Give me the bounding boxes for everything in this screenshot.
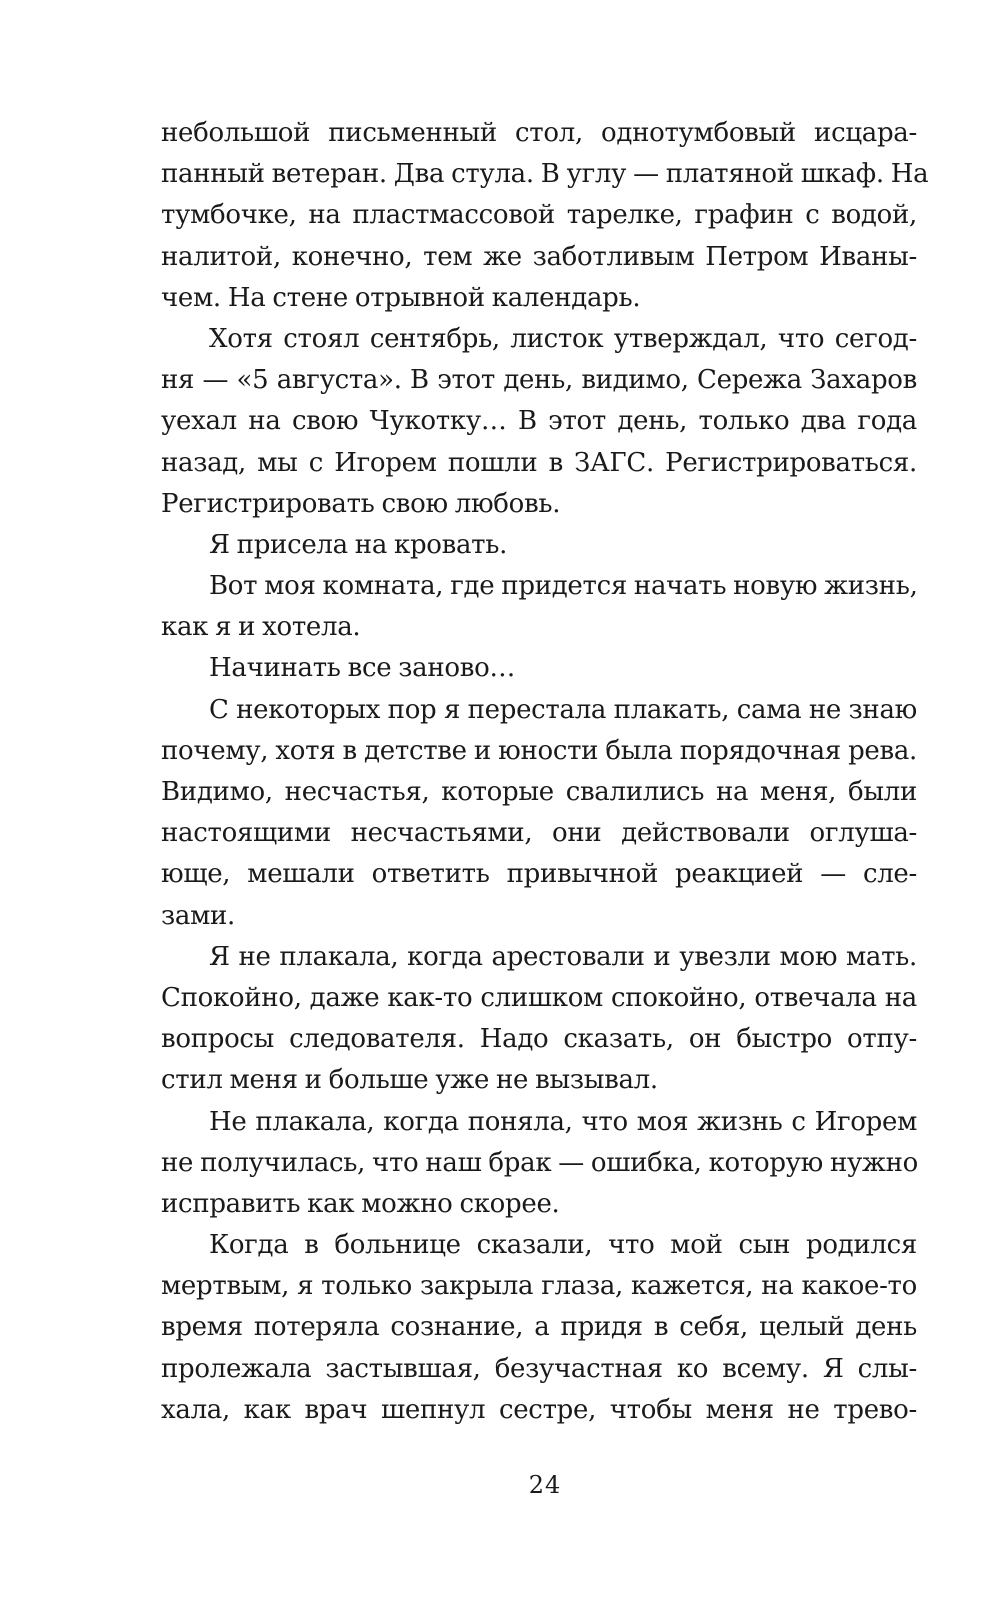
text-line: назад, мы с Игорем пошли в ЗАГС. Регистрироваться. xyxy=(161,447,917,478)
text-line: С некоторых пор я перестала плакать, сама не знаю xyxy=(209,694,917,725)
text-line: Видимо, несчастья, которые свалились на меня, были xyxy=(161,777,917,807)
body-text xyxy=(161,113,929,1431)
text-line: налитой, конечно, тем же заботливым Петром Иваны- xyxy=(161,241,917,272)
text-line: чем. На стене отрывной календарь. xyxy=(161,282,641,313)
text-line: вопросы следователя. Надо сказать, он быстро отпу- xyxy=(161,1024,917,1055)
text-line: настоящими несчастьями, они действовали оглуша- xyxy=(161,818,917,849)
text-line: Не плакала, когда поняла, что моя жизнь с Игорем xyxy=(209,1106,917,1137)
text-line: не получилась, что наш брак — ошибка, которую нужно xyxy=(161,1147,918,1178)
text-line: тумбочке, на пластмассовой тарелке, графин с водой, xyxy=(161,200,917,231)
text-line: Спокойно, даже как-то слишком спокойно, отвечала на xyxy=(161,982,917,1013)
text-line: Регистрировать свою любовь. xyxy=(161,488,561,519)
text-line: уехал на свою Чукотку… В этот день, только два года xyxy=(161,406,917,437)
text-line: панный ветеран. Два стула. В углу — платяной шкаф. На xyxy=(161,159,929,190)
text-line: Начинать все заново… xyxy=(209,653,516,684)
text-line: зами. xyxy=(161,900,235,931)
text-line: Хотя стоял сентябрь, листок утверждал, что сегод- xyxy=(209,323,917,354)
text-line: небольшой письменный стол, однотумбовый исцара- xyxy=(161,118,917,148)
text-line: Я присела на кровать. xyxy=(209,529,508,560)
text-line: почему, хотя в детстве и юности была порядочная рева. xyxy=(161,735,917,766)
text-line: юще, мешали ответить привычной реакцией — сле- xyxy=(161,859,917,890)
text-line: исправить как можно скорее. xyxy=(161,1188,560,1219)
text-line: Я не плакала, когда арестовали и увезли мою мать. xyxy=(209,941,917,972)
text-line: пролежала застывшая, безучастная ко всему. Я слы- xyxy=(161,1353,917,1384)
text-line: хала, как врач шепнул сестре, чтобы меня не трево- xyxy=(161,1394,917,1425)
text-line: как я и хотела. xyxy=(161,612,361,643)
text-line: стил меня и больше уже не вызывал. xyxy=(161,1065,658,1096)
text-line: Когда в больнице сказали, что мой сын родился xyxy=(209,1230,917,1261)
text-line: время потеряла сознание, а придя в себя, целый день xyxy=(161,1312,917,1343)
text-line: ня — «5 августа». В этот день, видимо, Сережа Захаров xyxy=(161,365,917,396)
page-number: 24 xyxy=(528,1471,562,1499)
text-line: Вот моя комната, где придется начать новую жизнь, xyxy=(209,571,918,602)
text-line: мертвым, я только закрыла глаза, кажется, на какое-то xyxy=(161,1271,917,1302)
